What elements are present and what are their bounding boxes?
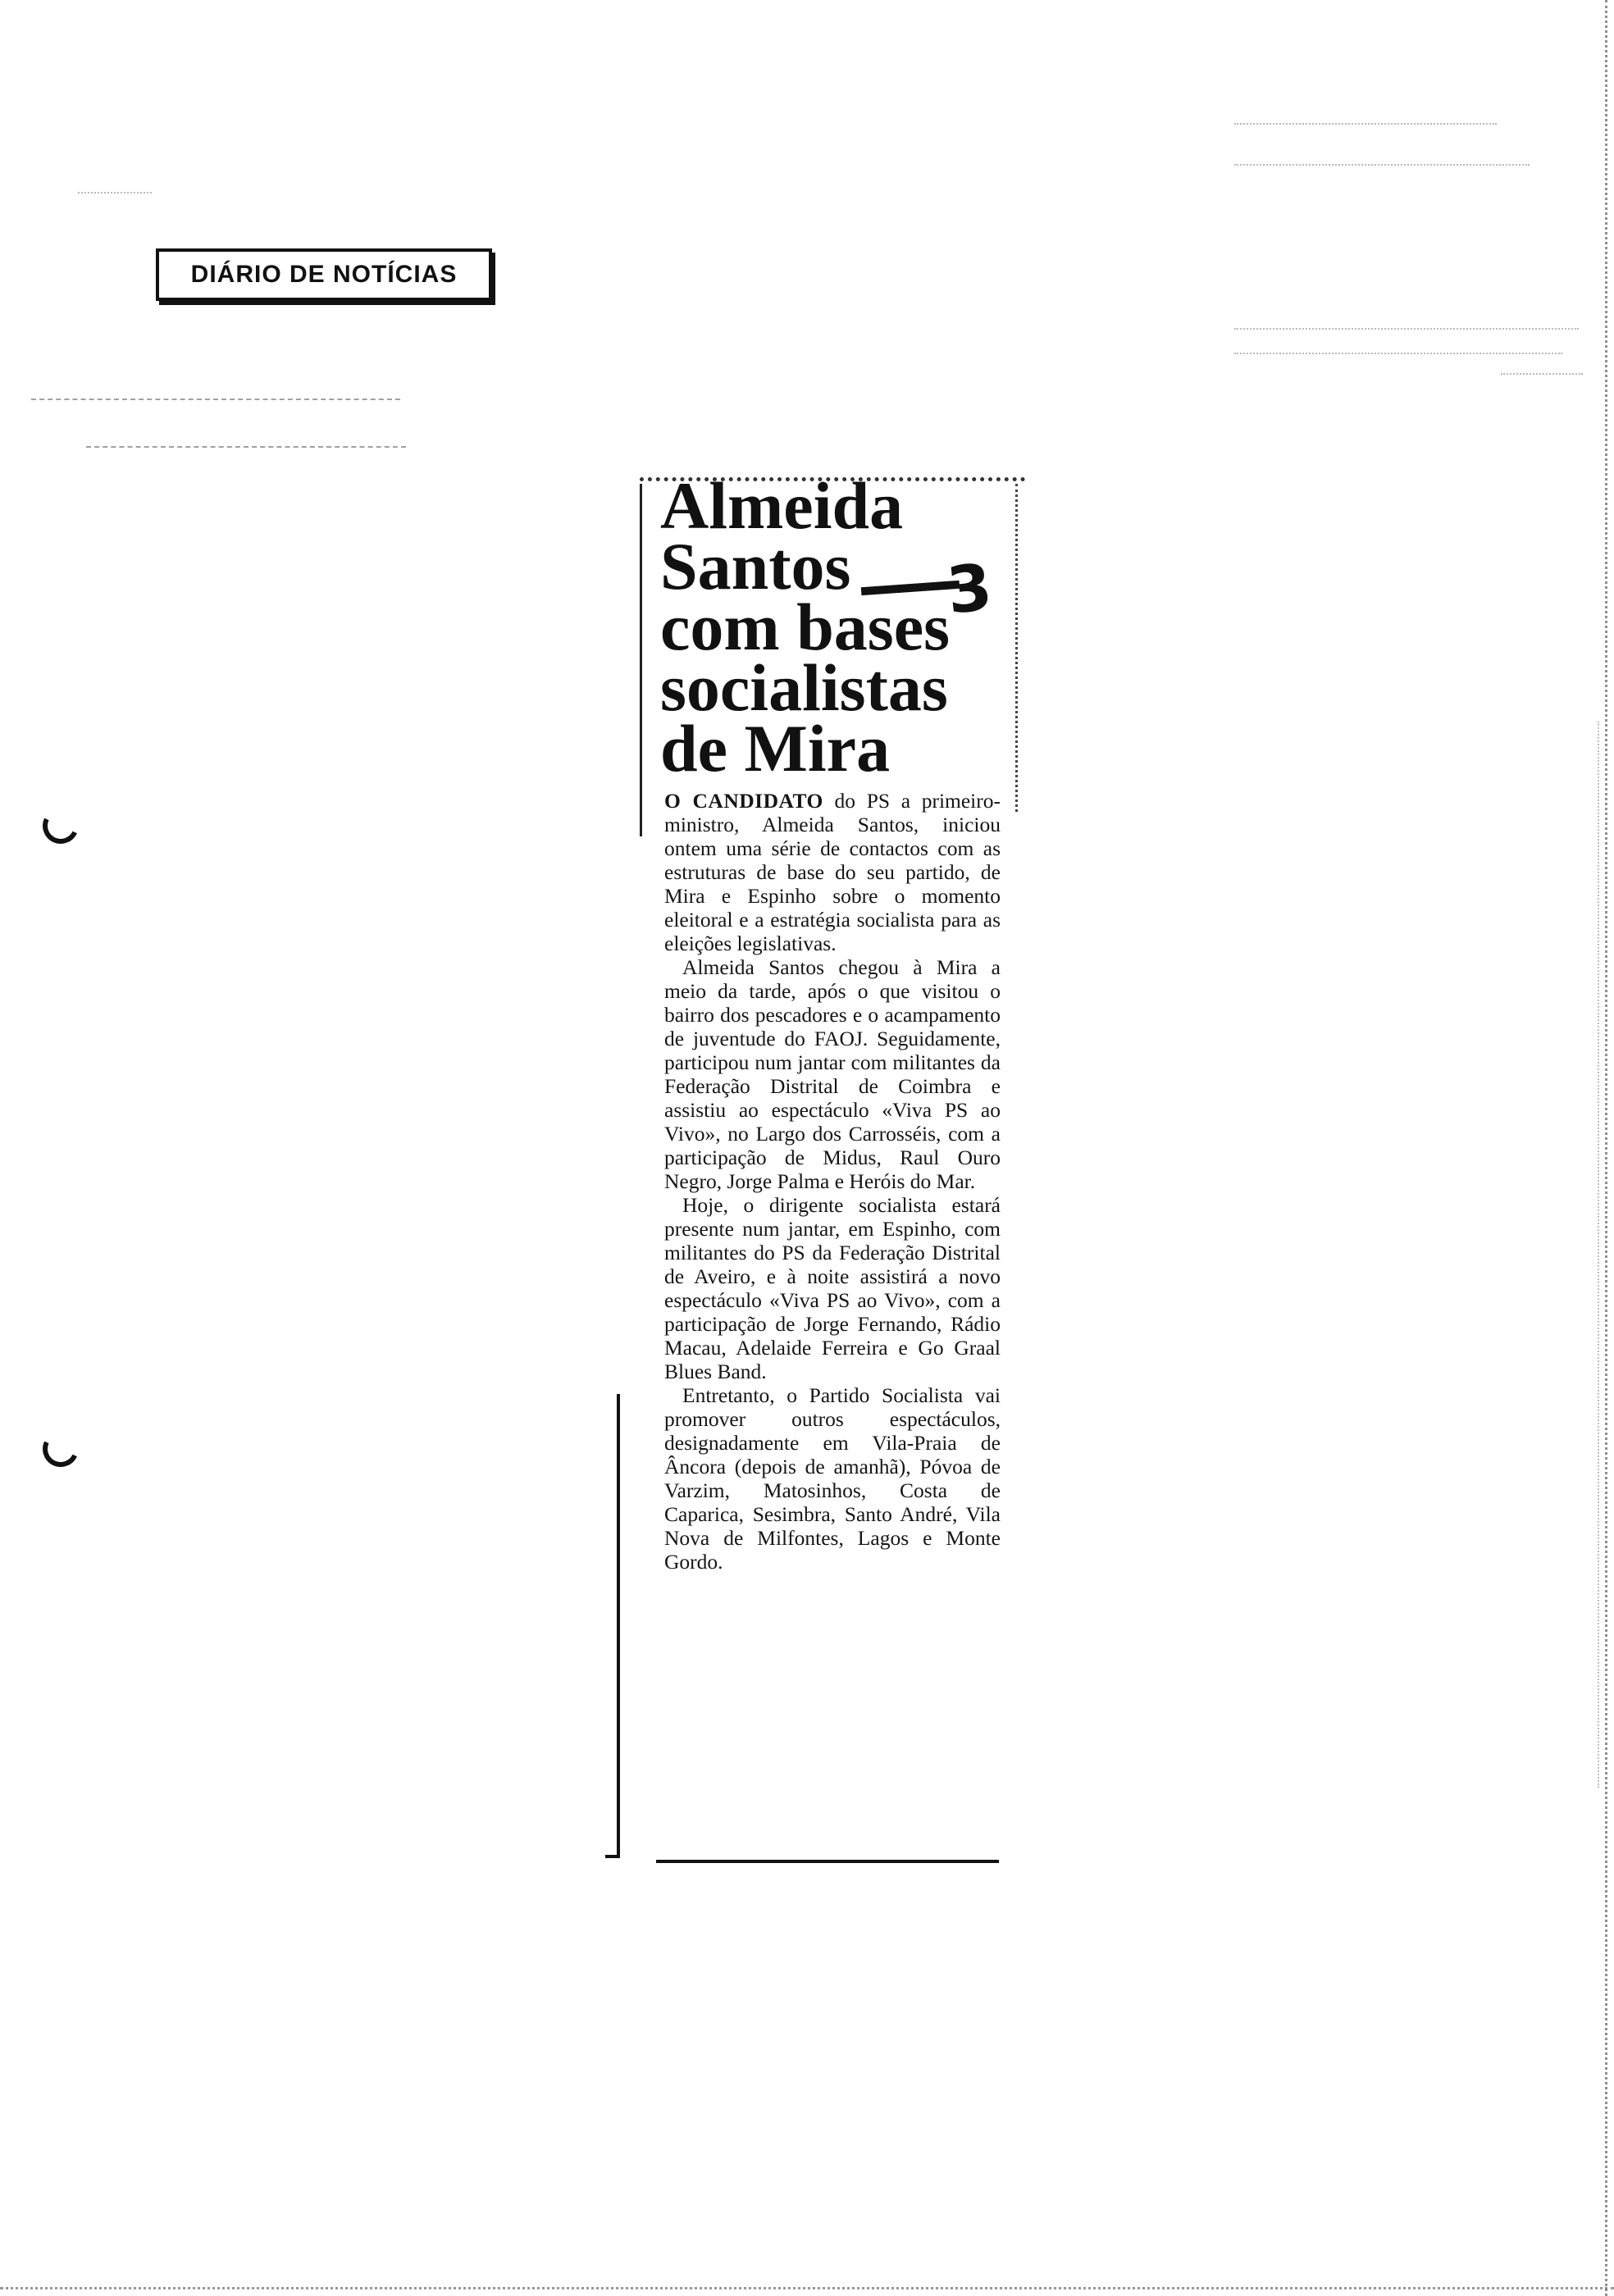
margin-marker-foot xyxy=(605,1855,620,1858)
scan-mark xyxy=(1234,328,1579,330)
newspaper-masthead xyxy=(156,248,492,301)
punch-hole-mark xyxy=(38,1426,84,1472)
clipping-border-left xyxy=(640,484,642,836)
punch-hole-mark xyxy=(38,803,84,849)
masthead-title: DIÁRIO DE NOTÍCIAS xyxy=(190,261,458,288)
article-paragraph: Almeida Santos chegou à Mira a meio da tarde, após o que visitou o bairro dos pescadores e o acampamento de juventude do FAOJ. Seguidamente, participou num jantar com militantes da Federação Distrital de Coimbra e assistiu ao espectáculo «Viva PS ao Vivo», no Largo dos Carrosséis, com a participação de Midus, Raul Ouro Negro, Jorge Palma e Heróis do Mar. xyxy=(664,955,1001,1193)
scan-mark xyxy=(1234,123,1497,125)
headline-line: Almeida xyxy=(660,468,904,543)
scan-mark xyxy=(1234,164,1530,166)
article-end-rule xyxy=(656,1860,999,1863)
clipping-border-right xyxy=(1015,484,1018,812)
page-edge-bottom xyxy=(0,2287,1614,2289)
scan-mark xyxy=(1234,353,1562,354)
page-edge-right xyxy=(1598,722,1599,1788)
paragraph-lead: O CANDIDATO xyxy=(664,789,823,813)
article-paragraph: Hoje, o dirigente socialista estará presente num jantar, em Espinho, com militantes do PS da Federação Distrital de Aveiro, e à noite assistirá a novo espectáculo «Viva PS ao Vivo», com a participação de Jorge Fernando, Rádio Macau, Adelaide Ferreira e Go Graal Blues Band. xyxy=(664,1193,1001,1383)
scan-mark xyxy=(31,399,400,400)
headline-line: Santos xyxy=(660,529,851,604)
margin-marker-line xyxy=(617,1394,620,1857)
headline-line: com bases xyxy=(660,590,951,664)
headline-line: de Mira xyxy=(660,711,891,786)
scan-mark xyxy=(86,446,406,448)
article-paragraph: Entretanto, o Partido Socialista vai promover outros espectáculos, designadamente em Vila-Praia de Âncora (depois de amanhã), Póvoa de Varzim, Matosinhos, Costa de Caparica, Sesimbra, Santo André, Vila Nova de Milfontes, Lagos e Monte Gordo. xyxy=(664,1383,1001,1574)
article-paragraph xyxy=(664,789,1001,955)
article-body xyxy=(664,789,1001,1574)
handwritten-annotation: 3 xyxy=(943,550,996,629)
scan-mark xyxy=(1501,373,1583,375)
headline-line: socialistas xyxy=(660,650,948,725)
page-edge-right xyxy=(1605,0,1607,2296)
paragraph-text: do PS a primeiro-ministro, Almeida Santos, iniciou ontem uma série de contactos com as estruturas de base do seu partido, de Mira e Espinho sobre o momento eleitoral e a estratégia socialista para as eleições legislativas. xyxy=(664,789,1001,955)
scan-mark xyxy=(78,192,152,194)
